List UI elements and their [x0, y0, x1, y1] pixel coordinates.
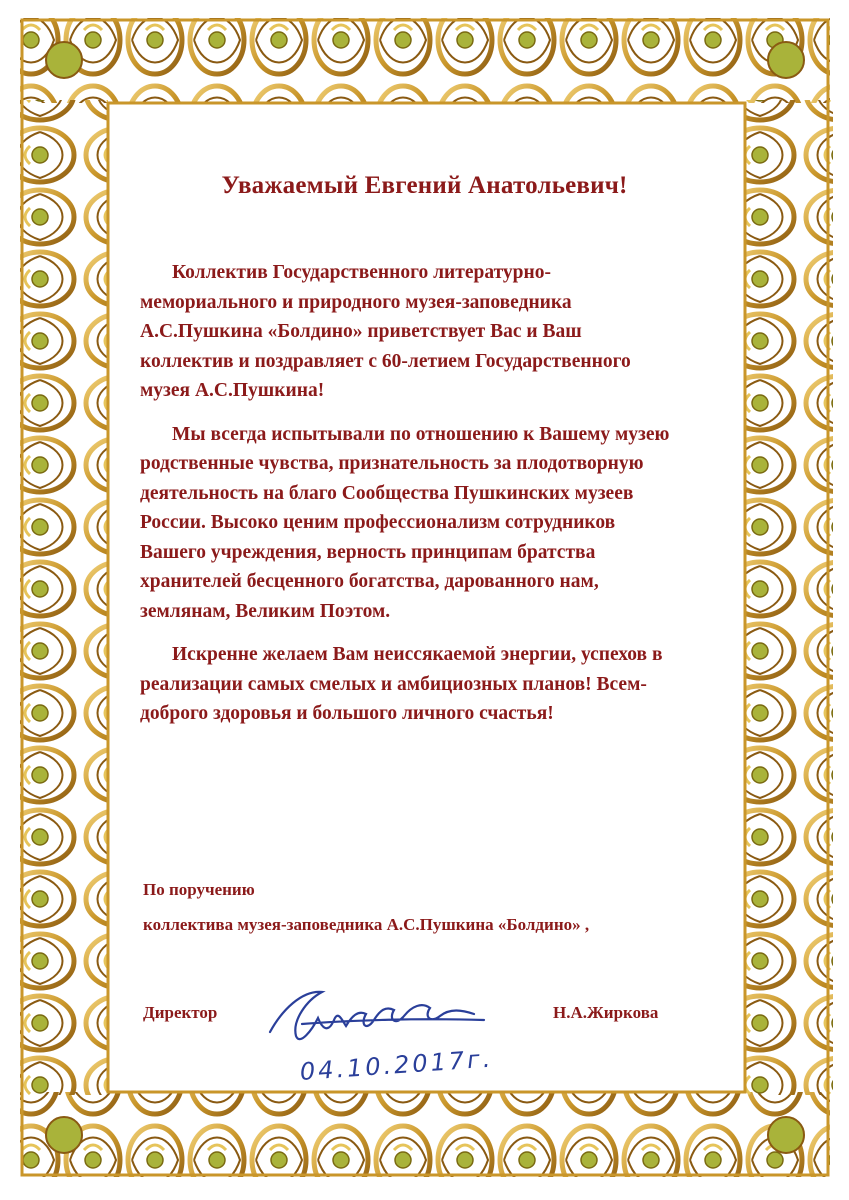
handwritten-date: 04.10.2017г.: [299, 1044, 495, 1086]
letter-body: [140, 258, 765, 743]
paragraph-2: [140, 420, 765, 627]
closing-line-1: По поручению: [143, 880, 255, 899]
text-line: деятельность на благо Сообщества Пушкинских музеев: [140, 482, 634, 504]
text-line: А.С.Пушкина «Болдино» приветствует Вас и Ваш: [140, 321, 582, 342]
handwritten-signature-icon: [262, 980, 492, 1050]
text-line: доброго здоровья и большого личного счастья!: [140, 703, 554, 724]
text-line: землянам, Великим Поэтом.: [140, 600, 391, 622]
text-line: Мы всегда испытывали по отношению к Вашему музею: [172, 423, 670, 445]
text-line: России. Высоко ценим профессионализм сотрудников: [140, 512, 616, 533]
director-name: Н.А.Жиркова: [553, 1003, 659, 1022]
text-line: Искренне желаем Вам неиссякаемой энергии, успехов в: [172, 644, 663, 665]
text-line: мемориального и природного музея-заповедника: [140, 291, 572, 313]
paragraph-3: [140, 640, 765, 729]
text-line: родственные чувства, признательность за плодотворную: [140, 453, 644, 474]
text-line: коллектив и поздравляет с 60-летием Государственного: [140, 350, 631, 372]
closing-line-2: коллектива музея-заповедника А.С.Пушкина «Болдино» ,: [143, 915, 590, 934]
text-line: Коллектив Государственного литературно-: [172, 262, 552, 283]
paragraph-1: [140, 258, 765, 406]
text-line: хранителей бесценного богатства, дарованного нам,: [140, 571, 599, 592]
text-line: реализации самых смелых и амбициозных планов! Всем-: [140, 673, 647, 695]
salutation-heading: Уважаемый Евгений Анатольевич!: [221, 172, 628, 199]
text-line: Вашего учреждения, верность принципам братства: [140, 541, 596, 563]
director-title: Директор: [143, 1003, 218, 1022]
text-line: музея А.С.Пушкина!: [140, 380, 325, 401]
